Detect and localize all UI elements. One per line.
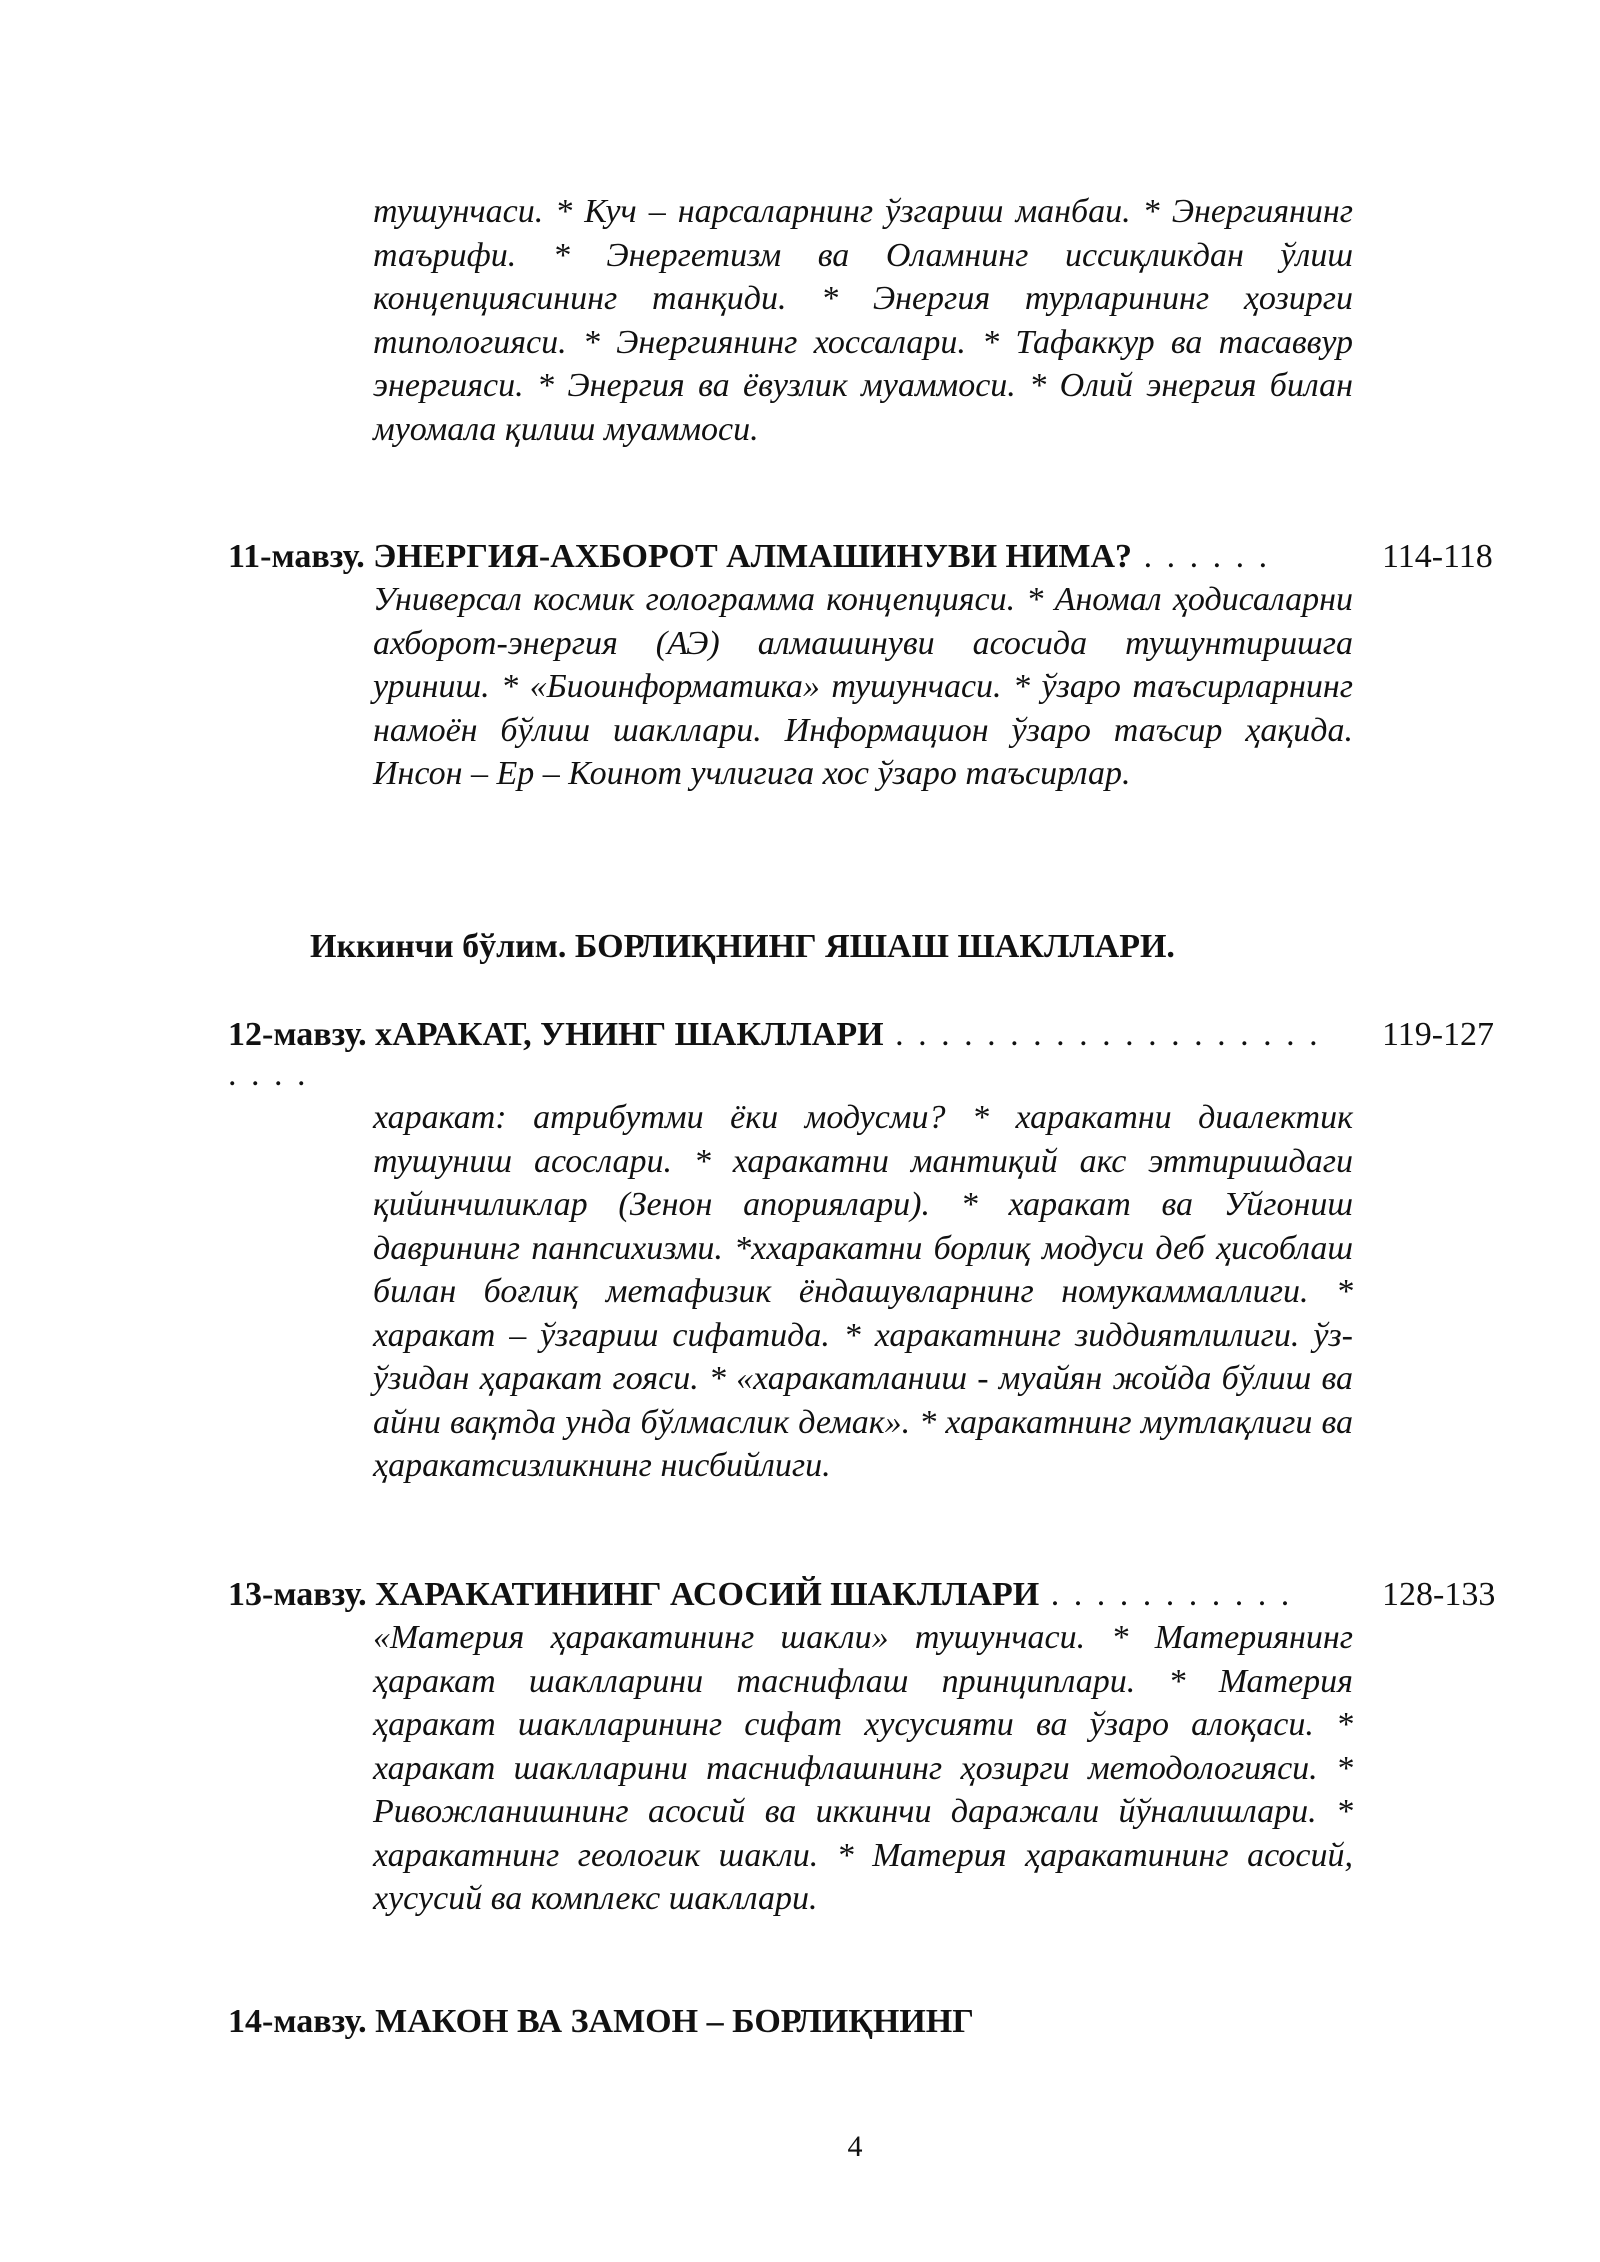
topic-14-heading	[228, 2000, 1353, 2044]
topic-12-description: харакат: атрибутми ёки модусми? * харакатни диалектик тушуниш асослари. * харакатни мантиқий акс эттиришдаги қийинчиликлар (Зенон апориялари). * харакат ва Уйгониш даврининг панпсихизми. *ххаракатни борлиқ модуси деб ҳисоблаш билан боғлиқ метафизик ёндашувларнинг номукаммаллиги. * харакат – ўзгариш сифатида. * харакатнинг зиддиятлилиги. ўз-ўзидан ҳаракат гояси. * «харакатланиш - муайян жойда бўлиш ва айни вақтда унда бўлмаслик демак». * харакатнинг мутлақлиги ва ҳаракатсизликнинг нисбийлиги.	[373, 1099, 1353, 1484]
dot-leaders: . . . . . . . . . . . . . . . . . . .	[883, 1016, 1321, 1053]
topic-title: хАРАКАТ, УНИНГ ШАКЛЛАРИ	[375, 1016, 884, 1053]
topic-number: 14-мавзу.	[228, 2003, 367, 2040]
topic-11-page-range: 114-118	[1382, 538, 1493, 575]
topic-title: МАКОН ВА ЗАМОН – БОРЛИҚНИНГ	[375, 2003, 974, 2040]
dot-leaders: . . . . . . . . . . .	[1039, 1576, 1293, 1613]
topic-title: ЭНЕРГИЯ-АХБОРОТ АЛМАШИНУВИ НИМА?	[373, 538, 1133, 575]
topic-11-description: Универсал космик голограмма концепцияси. * Аномал ҳодисаларни ахборот-энергия (АЭ) алмашинуви асосида тушунтиришга уриниш. * «Биоинформатика» тушунчаси. * ўзаро таъсирларнинг намоён бўлиш шакллари. Информацион ўзаро таъсир ҳақида. Инсон – Ер – Коинот учлигига хос ўзаро таъсирлар.	[373, 581, 1353, 792]
continued-topic-description: тушунчаси. * Куч – нарсаларнинг ўзгариш манбаи. * Энергиянинг таърифи. * Энергетизм ва Оламнинг иссиқликдан ўлиш концепциясининг танқиди. * Энергия турларининг ҳозирги типологияси. * Энергиянинг хоссалари. * Тафаккур ва тасаввур энергияси. * Энергия ва ёвузлик муаммоси. * Олий энергия билан муомала қилиш муаммоси.	[373, 193, 1353, 448]
dot-leaders-continuation: . . . .	[228, 1056, 309, 1093]
topic-number: 11-мавзу.	[228, 538, 365, 575]
topic-number: 13-мавзу.	[228, 1576, 367, 1613]
dot-leaders: . . . . . .	[1132, 538, 1271, 575]
topic-13-page-range: 128-133	[1382, 1576, 1496, 1613]
topic-12-page-range: 119-127	[1382, 1016, 1495, 1053]
page-number: 4	[847, 2130, 863, 2163]
topic-13-heading	[228, 1573, 1353, 1617]
topic-11-heading	[228, 535, 1353, 579]
topic-13-description: «Материя ҳаракатининг шакли» тушунчаси. * Материянинг ҳаракат шаклларини таснифлаш принциплари. * Материя ҳаракат шаклларининг сифат хусусияти ва ўзаро алоқаси. * харакат шаклларини таснифлашнинг ҳозирги методологияси. * Ривожланишнинг асосий ва иккинчи даражали йўналишлари. * харакатнинг геологик шакли. * Материя ҳаракатининг асосий, хусусий ва комплекс шакллари.	[373, 1619, 1353, 1917]
section-heading: Иккинчи бўлим. БОРЛИҚНИНГ ЯШАШ ШАКЛЛАРИ.	[310, 928, 1175, 965]
topic-title: ХАРАКАТИНИНГ АСОСИЙ ШАКЛЛАРИ	[375, 1576, 1040, 1613]
topic-number: 12-мавзу.	[228, 1016, 367, 1053]
topic-12-heading	[228, 1013, 1353, 1057]
